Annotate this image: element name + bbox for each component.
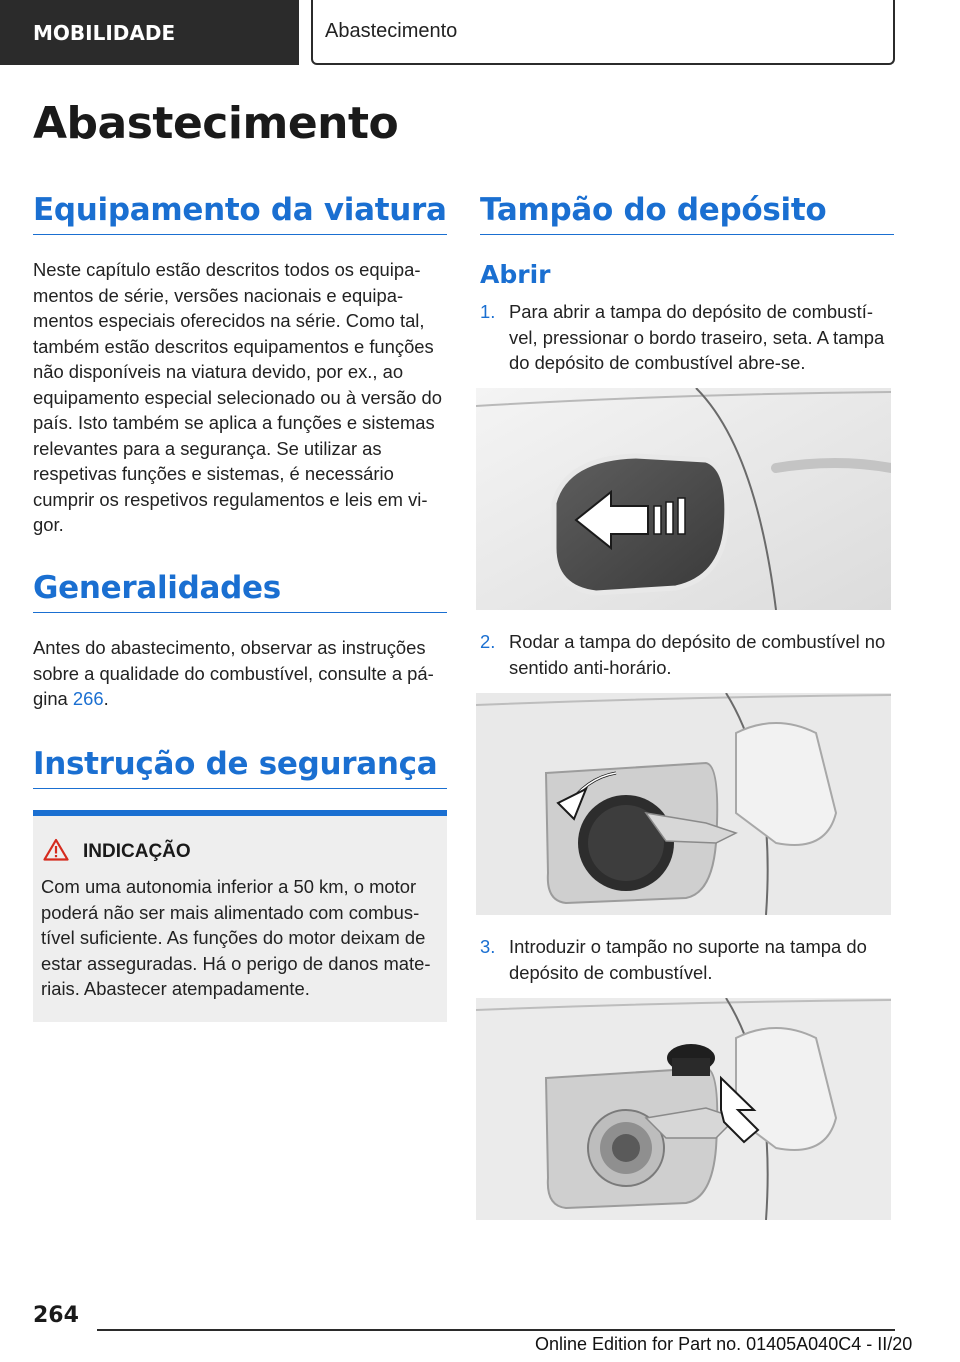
subsection-title-open: Abrir	[480, 260, 551, 289]
step-text: Rodar a tampa do depósito de combustível no sentido anti-horário.	[509, 631, 886, 678]
page-number: 264	[33, 1303, 79, 1328]
step-text: Introduzir o tampão no suporte na tampa do depósito de combustível.	[509, 936, 867, 983]
step-1	[480, 299, 894, 376]
general-text-end: .	[103, 688, 109, 709]
step-number: 2.	[480, 631, 496, 652]
equipment-paragraph: Neste capítulo estão descritos todos os equipamentos de série, versões nacionais e equipamentos especiais oferecidos na série. Como tal, também estão descritos equipamentos e funções não disponíveis na viatura devido, por ex., ao equipamento especial selecionado ou à versão do país. Isto também se aplica a funções e sistemas relevantes para a segurança. Se utilizar as respetivas funções e sistemas, é necessário cumprir os respetivos regulamentos e leis em vigor.	[33, 259, 442, 535]
header-section-tab	[0, 0, 299, 65]
fuel-cap-holder-photo	[476, 998, 891, 1220]
fuel-cap-rotate-photo	[476, 693, 891, 915]
page-title: Abastecimento	[33, 98, 399, 149]
step-number: 1.	[480, 301, 496, 322]
section-title-fuel-cap: Tampão do depósito	[480, 192, 894, 235]
step-3	[480, 934, 894, 985]
general-paragraph	[33, 635, 447, 712]
notice-title: INDICAÇÃO	[83, 841, 191, 862]
header-chapter-tab	[311, 0, 895, 65]
step-text: Para abrir a tampa do depósito de combustível, pressionar o bordo traseiro, seta. A tampa do depósito de combustível abre-se.	[509, 301, 885, 373]
section-title-general: Generalidades	[33, 570, 447, 613]
notice-box	[33, 810, 447, 1022]
general-text: Antes do abastecimento, observar as instruções sobre a qualidade do combustível, consulte a página	[33, 637, 434, 709]
header-chapter-label: Abastecimento	[325, 20, 458, 42]
edition-note: Online Edition for Part no. 01405A040C4 - II/20	[535, 1334, 913, 1354]
section-title-equipment: Equipamento da viatura	[33, 192, 447, 235]
notice-header	[41, 838, 439, 866]
notice-text: Com uma autonomia inferior a 50 km, o motor poderá não ser mais alimentado com combustível suficiente. As funções do motor deixam de estar asseguradas. Há o perigo de danos materiais. Abastecer atempadamente.	[41, 876, 431, 999]
step-number: 3.	[480, 936, 496, 957]
step-2	[480, 629, 894, 680]
warning-icon	[43, 838, 69, 866]
section-title-safety: Instrução de segurança	[33, 746, 447, 789]
page-link-266[interactable]: 266	[72, 688, 104, 709]
footer-rule	[97, 1329, 895, 1331]
fuel-flap-closed-photo	[476, 388, 891, 610]
header-section-label: MOBILIDADE	[33, 20, 176, 45]
